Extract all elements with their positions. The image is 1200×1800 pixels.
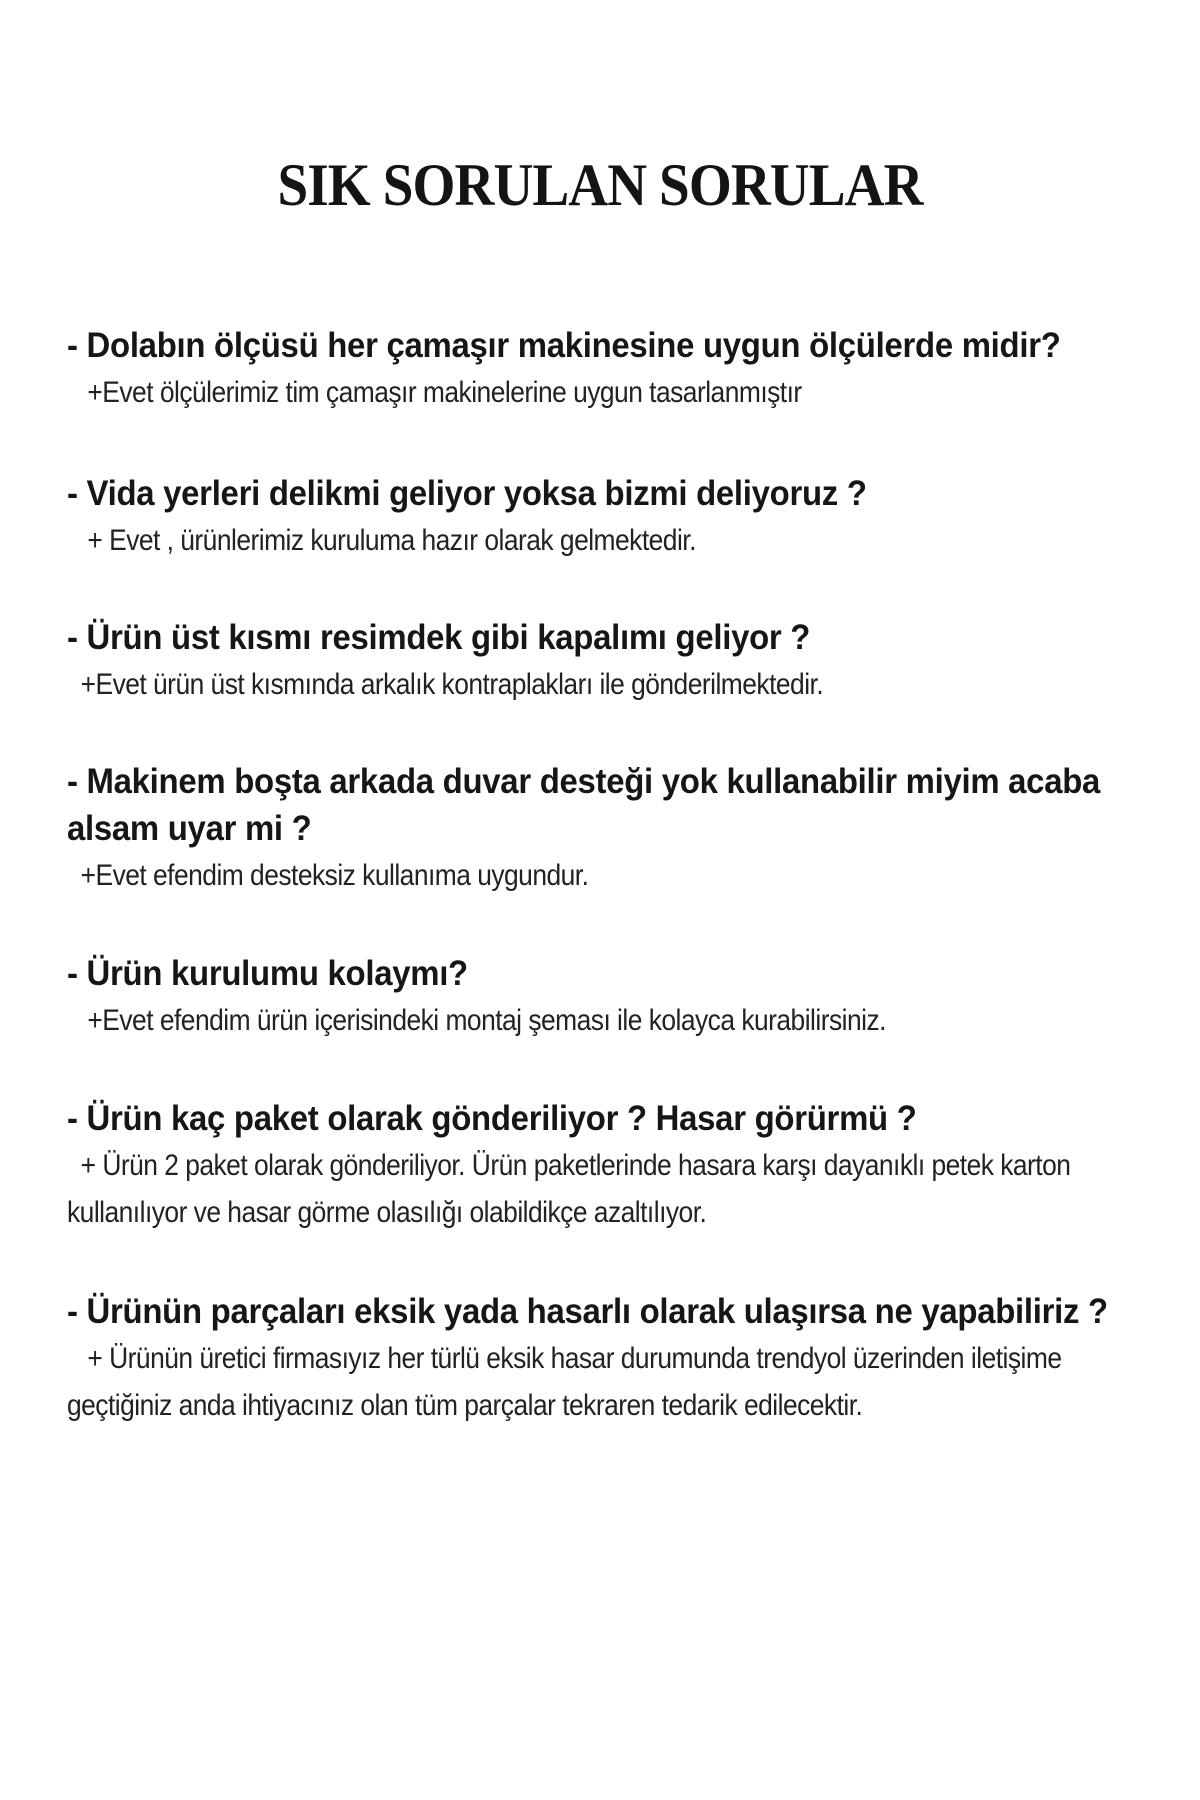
faq-answer: +Evet ürün üst kısmında arkalık kontraplakları ile gönderilmektedir.: [67, 668, 824, 701]
faq-question: - Dolabın ölçüsü her çamaşır makinesine uygun ölçülerde midir?: [67, 326, 1061, 365]
faq-item: [67, 950, 1147, 1044]
faq-answer: +Evet efendim ürün içerisindeki montaj şeması ile kolayca kurabilirsiniz.: [67, 1004, 886, 1037]
faq-question: - Ürün kurulumu kolaymı?: [67, 954, 468, 993]
faq-question: - Makinem boşta arkada duvar desteği yok kullanabilir miyim acaba alsam uyar mi ?: [67, 762, 1101, 848]
faq-item: [67, 322, 1147, 416]
faq-item: [67, 1288, 1147, 1429]
faq-answer: + Evet , ürünlerimiz kuruluma hazır olarak gelmektedir.: [67, 524, 696, 557]
faq-item: [67, 470, 1147, 564]
faq-item: [67, 1095, 1147, 1236]
page-title: SIK SORULAN SORULAR: [277, 152, 923, 218]
faq-answer: +Evet efendim desteksiz kullanıma uygundur.: [67, 859, 589, 892]
faq-answer: + Ürünün üretici firmasıyız her türlü eksik hasar durumunda trendyol üzerinden iletişime geçtiğiniz anda ihtiyacınız olan tüm parçalar tekraren tedarik edilecektir.: [67, 1342, 1069, 1422]
faq-item: [67, 758, 1147, 899]
faq-question: - Ürün kaç paket olarak gönderiliyor ? Hasar görürmü ?: [67, 1099, 917, 1138]
faq-answer: +Evet ölçülerimiz tim çamaşır makinelerine uygun tasarlanmıştır: [67, 376, 802, 409]
faq-question: - Ürün üst kısmı resimdek gibi kapalımı geliyor ?: [67, 618, 811, 657]
faq-answer: + Ürün 2 paket olarak gönderiliyor. Ürün paketlerinde hasara karşı dayanıklı petek karton kullanılıyor ve hasar görme olasılığı olabildikçe azaltılıyor.: [67, 1149, 1078, 1229]
faq-question: - Ürünün parçaları eksik yada hasarlı olarak ulaşırsa ne yapabiliriz ?: [67, 1292, 1108, 1331]
faq-item: [67, 614, 1147, 708]
faq-question: - Vida yerleri delikmi geliyor yoksa bizmi deliyoruz ?: [67, 474, 867, 513]
